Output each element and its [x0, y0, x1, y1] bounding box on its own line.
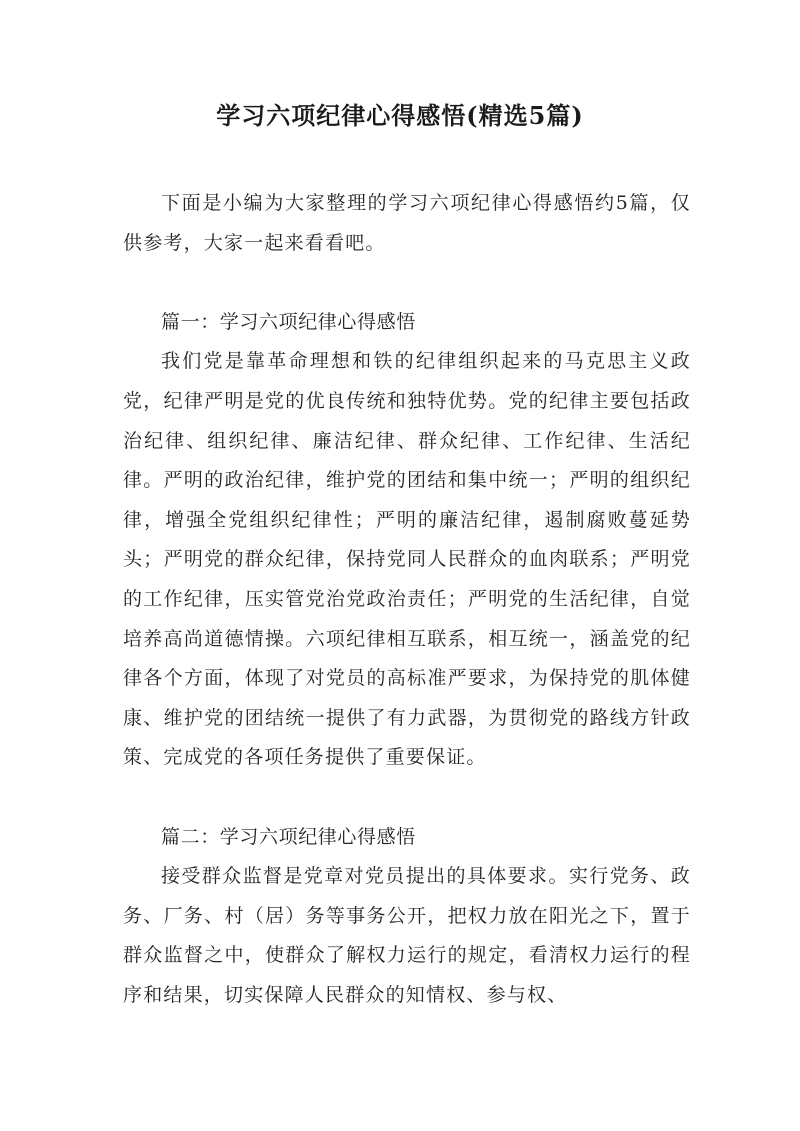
section-spacer [123, 778, 691, 818]
section-2-paragraph: 接受群众监督是党章对党员提出的具体要求。实行党务、政务、厂务、村（居）务等事务公开，把权力放在阳光之下，置于群众监督之中，使群众了解权力运行的规定，看清权力运行的程序和结果，切实保障人民群众的知情权、参与权、 [123, 865, 691, 1006]
section-spacer [123, 263, 691, 303]
section-2-heading: 篇二：学习六项纪律心得感悟 [161, 825, 416, 848]
document-title: 学习六项纪律心得感悟(精选5篇) [216, 101, 584, 130]
section-1-paragraph: 我们党是靠革命理想和铁的纪律组织起来的马克思主义政党，纪律严明是党的优良传统和独特优势。党的纪律主要包括政治纪律、组织纪律、廉洁纪律、群众纪律、工作纪律、生活纪律。严明的政治纪律，维护党的团结和集中统一；严明的组织纪律，增强全党组织纪律性；严明的廉洁纪律，遏制腐败蔓延势头；严明党的群众纪律，保持党同人民群众的血肉联系；严明党的工作纪律，压实管党治党政治责任；严明党的生活纪律，自觉培养高尚道德情操。六项纪律相互联系，相互统一，涵盖党的纪律各个方面，体现了对党员的高标准严要求，为保持党的肌体健康、维护党的团结统一提供了有力武器，为贯彻党的路线方针政策、完成党的各项任务提供了重要保证。 [123, 350, 691, 769]
section-1-heading: 篇一：学习六项纪律心得感悟 [161, 310, 416, 333]
intro-paragraph: 下面是小编为大家整理的学习六项纪律心得感悟约5篇，仅供参考，大家一起来看看吧。 [123, 192, 691, 254]
document-body [123, 184, 691, 1015]
